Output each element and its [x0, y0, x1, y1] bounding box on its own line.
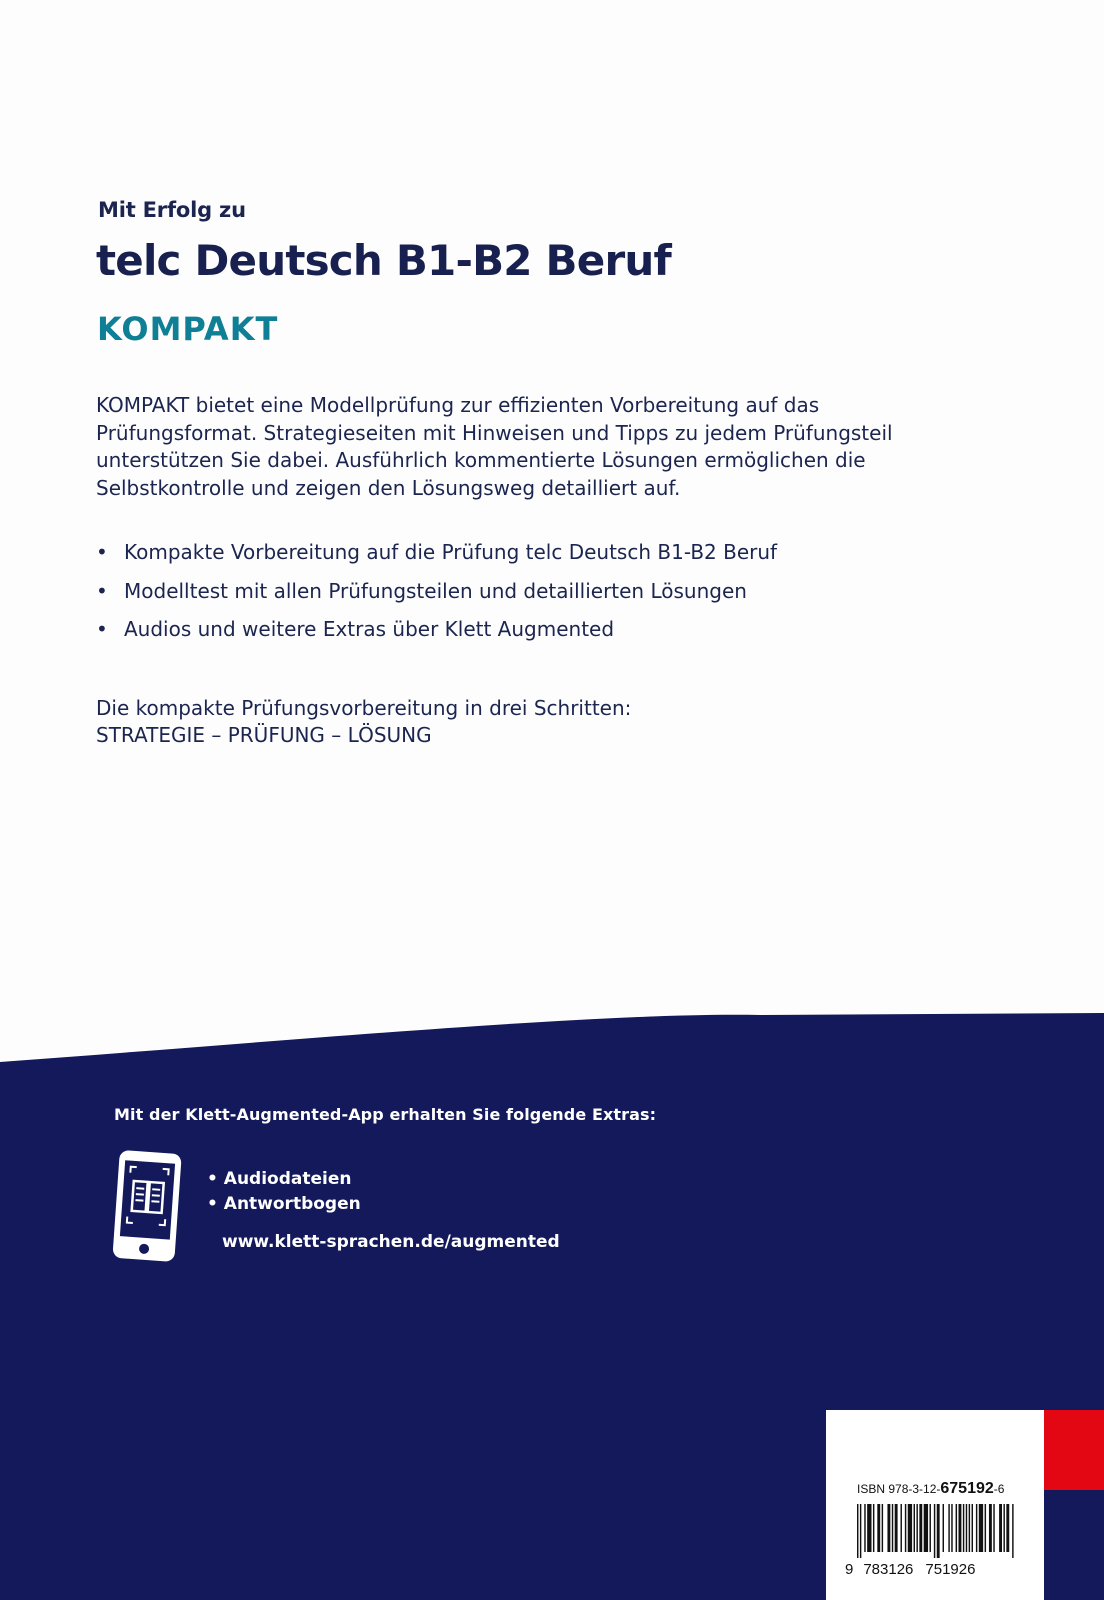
barcode-bar — [887, 1504, 890, 1552]
barcode-bar — [966, 1504, 967, 1552]
barcode-bar — [963, 1504, 964, 1552]
barcode — [857, 1504, 1015, 1558]
barcode-bar — [943, 1504, 944, 1552]
barcode-bar — [951, 1504, 952, 1552]
book-subtitle: KOMPAKT — [97, 310, 279, 348]
steps-sequence: STRATEGIE – PRÜFUNG – LÖSUNG — [96, 723, 432, 747]
augmented-url: www.klett-sprachen.de/augmented — [222, 1232, 560, 1252]
barcode-bar — [976, 1504, 977, 1552]
barcode-bar — [930, 1504, 931, 1552]
phone-book-icon — [110, 1148, 186, 1266]
extras-list — [207, 1167, 361, 1217]
list-item-text: Kompakte Vorbereitung auf die Prüfung telc Deutsch B1-B2 Beruf — [124, 540, 778, 564]
ean-digits — [845, 1561, 975, 1578]
bullet-icon: • — [96, 578, 108, 603]
augmented-heading: Mit der Klett-Augmented-App erhalten Sie folgende Extras: — [114, 1105, 657, 1124]
barcode-bar — [867, 1504, 871, 1552]
barcode-bar — [959, 1504, 962, 1552]
barcode-bar — [972, 1504, 973, 1552]
isbn-prefix: ISBN 978-3-12- — [857, 1482, 941, 1496]
ean-first-digit: 9 — [845, 1561, 854, 1578]
isbn-number: 675192 — [940, 1480, 994, 1497]
barcode-bar — [1003, 1504, 1004, 1552]
barcode-bar — [937, 1504, 940, 1558]
steps-intro: Die kompakte Prüfungsvorbereitung in drei Schritten: — [96, 696, 632, 720]
barcode-bar — [993, 1504, 994, 1552]
barcode-bar — [857, 1504, 858, 1558]
barcode-bar — [948, 1504, 949, 1552]
list-item: • Audiodateien — [207, 1169, 352, 1189]
intro-line: unterstützen Sie dabei. Ausführlich kommentierte Lösungen ermöglichen die — [96, 448, 866, 472]
barcode-bar — [908, 1504, 912, 1552]
barcode-bar — [985, 1504, 986, 1552]
bullet-icon: • — [96, 540, 108, 564]
barcode-bar — [901, 1504, 902, 1552]
barcode-bar — [934, 1504, 935, 1558]
overline: Mit Erfolg zu — [98, 198, 246, 222]
barcode-bar — [892, 1504, 893, 1552]
bullet-icon: • — [96, 617, 108, 641]
barcode-bar — [895, 1504, 898, 1552]
ean-left-group: 783126 — [863, 1561, 914, 1578]
barcode-bar — [1006, 1504, 1009, 1552]
barcode-bar — [969, 1504, 970, 1552]
list-item-text: Audios und weitere Extras über Klett Augmented — [124, 617, 615, 641]
isbn-label — [857, 1480, 1004, 1498]
barcode-bar — [1012, 1504, 1013, 1558]
barcode-bar — [882, 1504, 883, 1552]
ean-right-group: 751926 — [925, 1561, 976, 1578]
barcode-bar — [905, 1504, 906, 1552]
barcode-bar — [864, 1504, 865, 1552]
barcode-bar — [989, 1504, 992, 1552]
red-corner-tab — [1044, 1410, 1104, 1490]
barcode-bar — [914, 1504, 915, 1552]
intro-line: Prüfungsformat. Strategieseiten mit Hinweisen und Tipps zu jedem Prüfungsteil — [96, 420, 893, 445]
book-title: telc Deutsch B1-B2 Beruf — [96, 236, 671, 285]
intro-line: Selbstkontrolle und zeigen den Lösungsweg detailliert auf. — [96, 475, 681, 500]
barcode-bar — [860, 1504, 861, 1558]
list-item-text: Modelltest mit allen Prüfungsteilen und detaillierten Lösungen — [124, 578, 747, 603]
barcode-bar — [924, 1504, 928, 1552]
barcode-bar — [873, 1504, 874, 1552]
barcode-bar — [956, 1504, 957, 1552]
intro-line: KOMPAKT bietet eine Modellprüfung zur effizienten Vorbereitung auf das — [96, 393, 820, 417]
barcode-bar — [979, 1504, 983, 1552]
barcode-bar — [919, 1504, 922, 1552]
barcode-bar — [877, 1504, 880, 1552]
list-item: • Antwortbogen — [207, 1194, 361, 1214]
barcode-bar — [999, 1504, 1002, 1552]
isbn-check: -6 — [993, 1482, 1005, 1496]
barcode-bar — [916, 1504, 917, 1552]
